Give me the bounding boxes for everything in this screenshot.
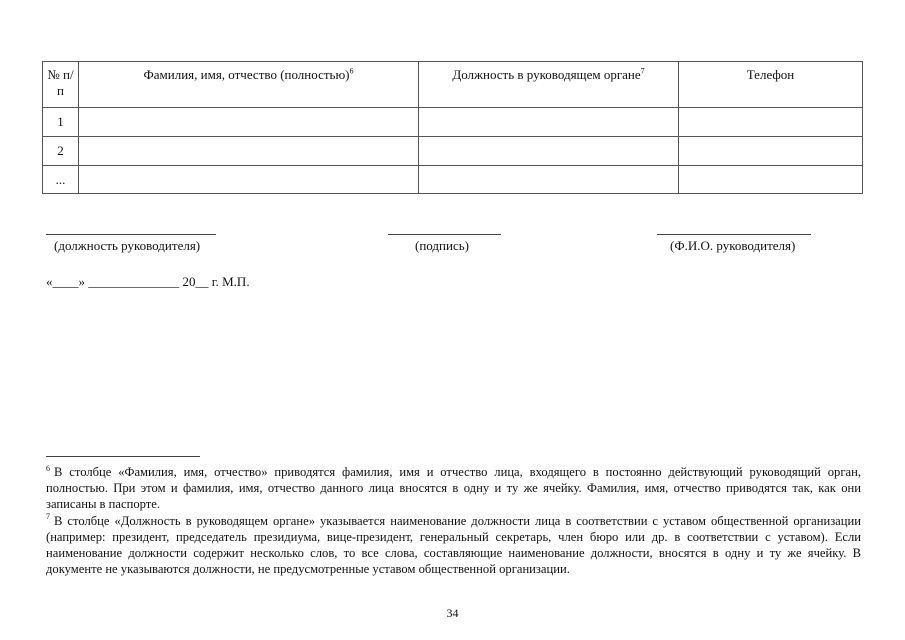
date-stamp-line[interactable]: «____» ______________ 20__ г. М.П. (46, 274, 250, 289)
header-phone: Телефон (679, 62, 863, 108)
header-position: Должность в руководящем органе$^7$ (419, 62, 679, 108)
footnote-7 (46, 513, 861, 578)
name-cell[interactable] (79, 166, 419, 194)
page-number: 34 (446, 606, 459, 620)
footnote-7-text: В столбце «Должность в руководящем органе» указывается наименование должности лица в соответствии с уставом общественной организации (например: президент, председатель президиума, вице-президент, генеральный секретарь, член бюро или др. в соответствии с уставом). Если наименование должности содержит несколько слов, то все слова, составляющие наименование должности, вносятся в одну и ту же ячейку. В документе не указываются должности, не предусмотренные уставом общественной организации. (46, 513, 861, 577)
position-caption: (должность руководителя) (54, 238, 201, 253)
name-cell[interactable] (79, 108, 419, 137)
footnote-separator (46, 456, 200, 457)
header-name: Фамилия, имя, отчество (полностью)$^6$ (79, 62, 419, 108)
signature-line[interactable] (388, 234, 501, 235)
position-signature-line[interactable] (46, 234, 216, 235)
footnote-6 (46, 464, 861, 513)
table-row (43, 108, 863, 137)
header-num: № п/п (43, 62, 79, 108)
row-number: 2 (43, 137, 79, 166)
phone-cell[interactable] (679, 166, 863, 194)
table-header-row (43, 62, 863, 108)
row-number: 1 (43, 108, 79, 137)
fio-signature-line[interactable] (657, 234, 811, 235)
position-cell[interactable] (419, 137, 679, 166)
fio-caption: (Ф.И.О. руководителя) (670, 238, 796, 253)
row-number: ... (43, 166, 79, 194)
footnote-7-mark: 7 (46, 512, 50, 522)
phone-cell[interactable] (679, 108, 863, 137)
footnote-6-mark: 6 (46, 463, 50, 473)
position-cell[interactable] (419, 166, 679, 194)
table-row (43, 166, 863, 194)
footnote-ref-7: 7 (640, 66, 645, 76)
name-cell[interactable] (79, 137, 419, 166)
members-table (42, 61, 863, 194)
signature-caption: (подпись) (415, 238, 469, 253)
table-row (43, 137, 863, 166)
position-cell[interactable] (419, 108, 679, 137)
footnote-6-text: В столбце «Фамилия, имя, отчество» приводятся фамилия, имя и отчество лица, входящего в постоянно действующий руководящий орган, полностью. При этом и фамилия, имя, отчество данного лица вносятся в одну и ту же ячейку. Фамилия, имя, отчество приводятся так, как они записаны в паспорте. (46, 465, 861, 512)
footnotes (46, 464, 861, 577)
footnote-ref-6: 6 (349, 66, 354, 76)
phone-cell[interactable] (679, 137, 863, 166)
